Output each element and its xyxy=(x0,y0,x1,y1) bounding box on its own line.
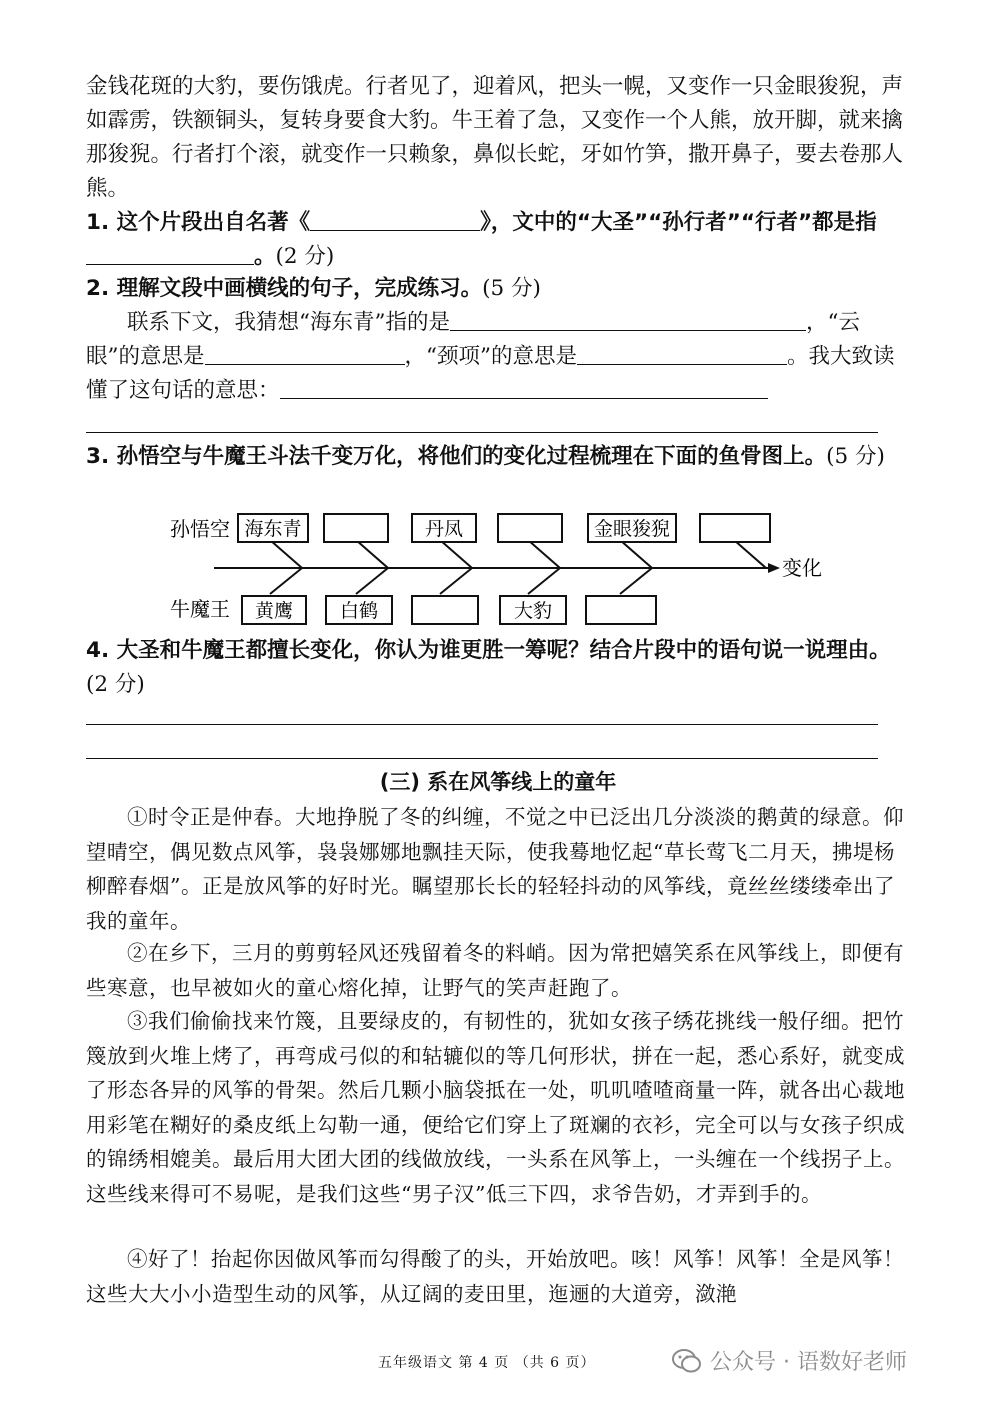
arrow-head-icon xyxy=(768,563,780,573)
bottom-box-1-text: 黄鹰 xyxy=(254,600,294,622)
top-boxes xyxy=(238,514,770,542)
q2-blank-1[interactable] xyxy=(450,310,806,331)
q1-blank-person[interactable] xyxy=(86,244,254,265)
fishbone-arrow-label: 变化 xyxy=(782,556,822,580)
q3-score: (5 分) xyxy=(826,444,885,469)
bottom-box-5[interactable] xyxy=(586,596,656,624)
question-2 xyxy=(86,272,910,306)
q4-score: (2 分) xyxy=(86,672,145,697)
paragraph-2: ②在乡下，三月的剪剪轻风还残留着冬的料峭。因为常把嬉笑系在风筝线上，即便有些寒意，也早被如火的童心熔化掉，让野气的笑声赶跑了。 xyxy=(86,941,904,1000)
q1-text-c: 。 xyxy=(254,244,276,269)
q2-s3: ，“颈项”的意思是 xyxy=(404,344,577,369)
q2-title: 2. 理解文段中画横线的句子，完成练习。 xyxy=(86,276,483,301)
q2-blank-3[interactable] xyxy=(577,344,787,365)
page-footer: 五年级语文 第 4 页 （共 6 页） xyxy=(378,1355,596,1371)
top-box-3-text: 丹凤 xyxy=(424,518,464,540)
wechat-icon xyxy=(672,1348,702,1374)
bottom-box-3[interactable] xyxy=(412,596,478,624)
top-box-1-text: 海东青 xyxy=(244,518,302,540)
q3-title: 3. 孙悟空与牛魔王斗法千变万化，将他们的变化过程梳理在下面的鱼骨图上。 xyxy=(86,444,827,469)
question-3 xyxy=(86,440,910,474)
q1-score: (2 分) xyxy=(275,244,335,269)
paragraph-4: ④好了！抬起你因做风筝而勾得酸了的头，开始放吧。咳！风筝！风筝！全是风筝！这些大大小小造型生动的风筝，从辽阔的麦田里，迤逦的大道旁，潋滟 xyxy=(86,1247,904,1306)
question-4 xyxy=(86,634,910,702)
q2-s1: 联系下文，我猜想“海东青”指的是 xyxy=(127,310,450,335)
q4-answer-line-2[interactable] xyxy=(86,758,878,759)
q1-text-b: 》，文中的“大圣”“孙行者”“行者”都是指 xyxy=(480,210,877,235)
q4-title: 4. 大圣和牛魔王都擅长变化，你认为谁更胜一筹呢？结合片段中的语句说一说理由。 xyxy=(86,638,891,663)
top-box-6[interactable] xyxy=(700,514,770,542)
q2-score: (5 分) xyxy=(482,276,541,301)
fishbone-bottom-label: 牛魔王 xyxy=(170,597,230,621)
question-1 xyxy=(86,206,910,274)
q1-blank-book[interactable] xyxy=(310,210,480,231)
section-title: (三) 系在风筝线上的童年 xyxy=(379,770,617,794)
top-box-2[interactable] xyxy=(324,514,388,542)
bottom-boxes xyxy=(242,596,656,624)
fish-bone xyxy=(734,540,766,568)
paragraph-1: ①时令正是仲春。大地挣脱了冬的纠缠，不觉之中已泛出几分淡淡的鹅黄的绿意。仰望晴空，偶见数点风筝，袅袅娜娜地飘挂天际，使我蓦地忆起“草长莺飞二月天，拂堤杨柳醉春烟”。正是放风筝的好时光。瞩望那长长的轻轻抖动的风筝线，竟丝丝缕缕牵出了我的童年。 xyxy=(86,805,904,933)
paragraph-3: ③我们偷偷找来竹篾，且要绿皮的，有韧性的，犹如女孩子绣花挑线一般仔细。把竹篾放到火堆上烤了，再弯成弓似的和轱辘似的等几何形状，拼在一起，悉心系好，就变成了形态各异的风筝的骨架。然后几颗小脑袋抵在一处，叽叽喳喳商量一阵，就各出心裁地用彩笔在糊好的桑皮纸上勾勒一通，便给它们穿上了斑斓的衣衫，完全可以与女孩子织成的锦绣相媲美。最后用大团大团的线做放线，一头系在风筝上，一头缠在一个线拐子上。这些线来得可不易呢，是我们这些“男子汉”低三下四，求爷告奶，才弄到手的。 xyxy=(86,1009,905,1206)
q2-body xyxy=(86,306,910,408)
q2-s4: 。我大致读懂了这句话的意思： xyxy=(86,344,895,403)
q4-answer-line-1[interactable] xyxy=(86,724,878,725)
bottom-box-4-text: 大豹 xyxy=(513,600,553,622)
q2-blank-4[interactable] xyxy=(280,378,768,399)
watermark-text: 公众号 · 语数好老师 xyxy=(710,1350,907,1375)
fishbone-top-label: 孙悟空 xyxy=(170,517,230,541)
bottom-box-2-text: 白鹤 xyxy=(339,600,379,622)
q2-s2: ，“云眼”的意思是 xyxy=(86,310,860,369)
q1-text-a: 1. 这个片段出自名著《 xyxy=(86,210,311,235)
q2-answer-line[interactable] xyxy=(86,432,878,433)
passage-end: 金钱花斑的大豹，要伤饿虎。行者见了，迎着风，把头一幌，又变作一只金眼狻猊，声如霹雳，铁额铜头，复转身要食大豹。牛王着了急，又变作一个人熊，放开脚，就来擒那狻猊。行者打个滚，就变作一只赖象，鼻似长蛇，牙如竹笋，撒开鼻子，要去卷那人熊。 xyxy=(86,74,904,201)
top-box-4[interactable] xyxy=(498,514,562,542)
top-box-5-text: 金眼狻猊 xyxy=(593,518,671,540)
q2-blank-2[interactable] xyxy=(205,344,405,365)
fishbone-diagram xyxy=(0,500,992,632)
watermark xyxy=(672,1345,907,1376)
